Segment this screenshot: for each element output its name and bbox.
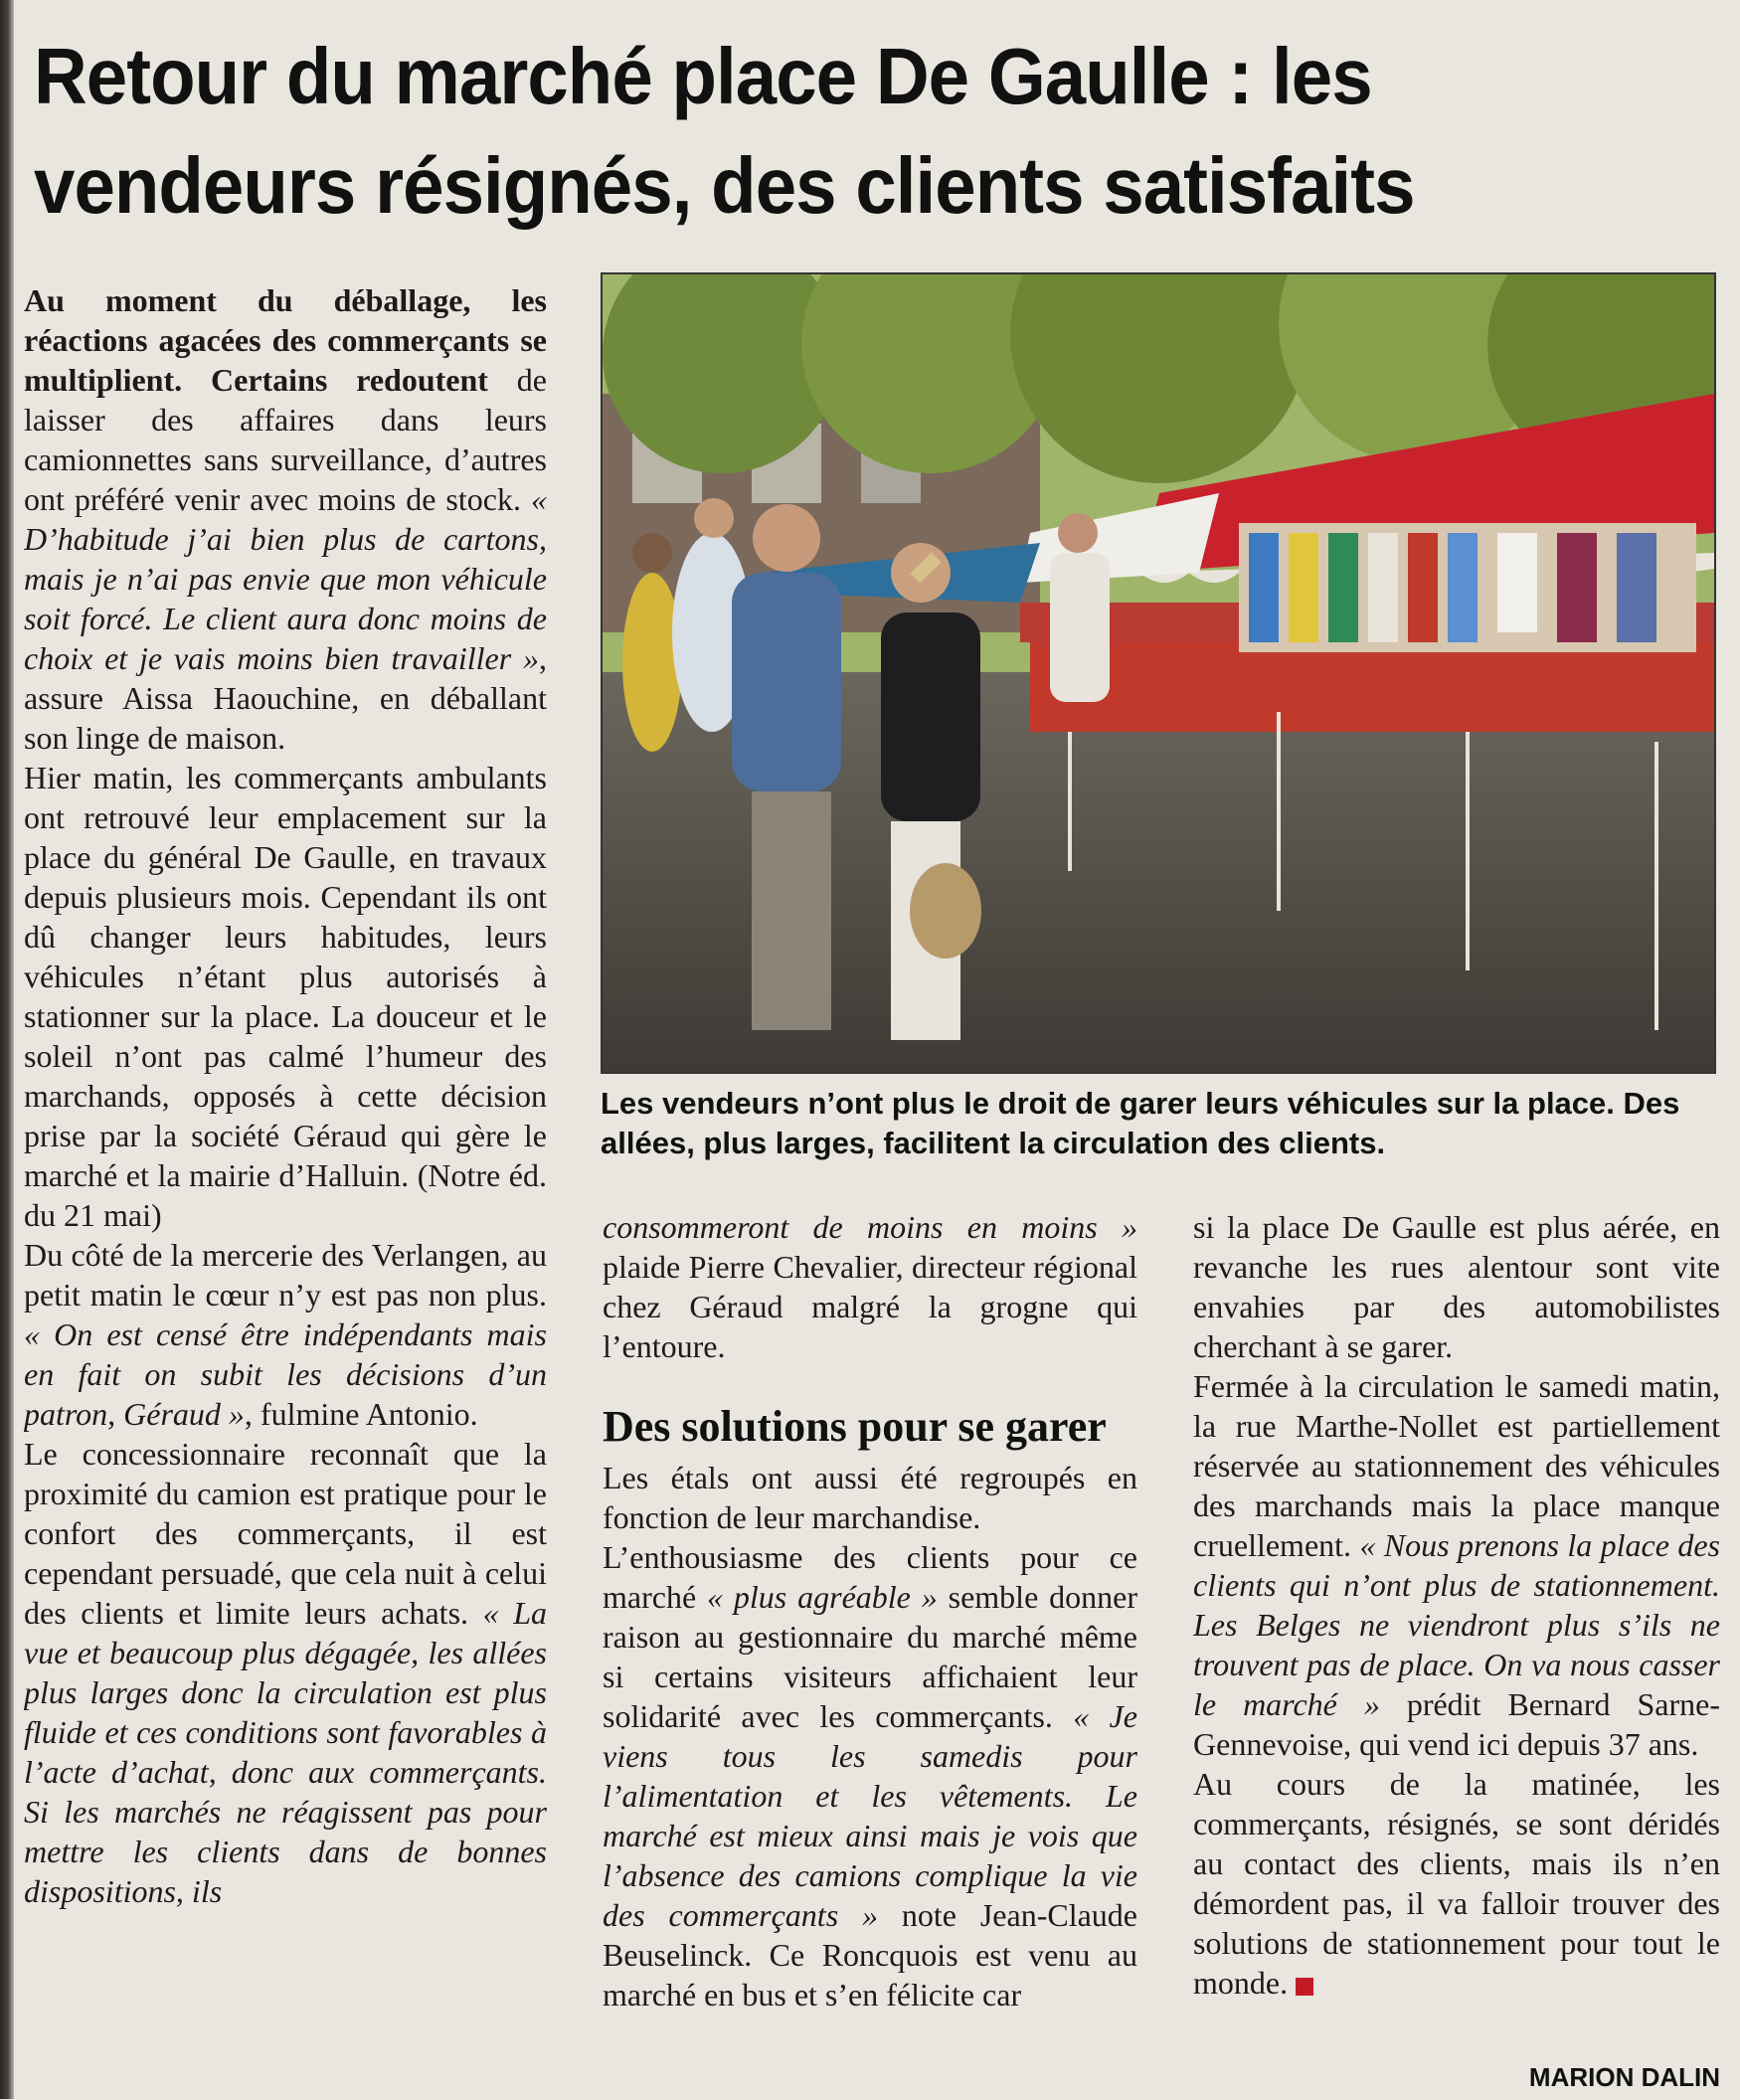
byline: MARION DALIN xyxy=(1528,2062,1720,2092)
paragraph xyxy=(603,1537,1137,2014)
paragraph xyxy=(24,280,547,758)
body-text: L’enthousiasme des clients pour ce marché xyxy=(603,1539,1137,1615)
quote-text: « La vue et beaucoup plus dégagée, les allées plus larges donc la circulation est plus fluide et ces conditions sont favorables à l’acte d’achat, donc aux commerçants. Si les marchés ne réagissent pas pour mettre les clients dans de bonnes dispositions, ils xyxy=(24,1595,547,1909)
body-text: Les étals ont aussi été regroupés en fonction de leur marchandise. xyxy=(603,1460,1137,1535)
body-text: Fermée à la circulation le samedi matin, la rue Marthe-Nollet est partiellement réservée au stationnement des véhicules des marchands mais la place manque cruellement. xyxy=(1193,1368,1720,1563)
quote-text: « D’habitude j’ai bien plus de cartons, mais je n’ai pas envie que mon véhicule soit forcé. Le client aura donc moins de choix et je vais moins bien travailler » xyxy=(24,481,547,676)
paragraph xyxy=(1193,1207,1720,1366)
lead-text: Au moment du déballage, les réactions agacées des commerçants se multiplient. Certains redoutent xyxy=(24,282,547,398)
body-text: Le concessionnaire reconnaît que la proximité du camion est pratique pour le confort des commerçants, il est cependant persuadé, que cela nuit à celui des clients et limite leurs achats. xyxy=(24,1436,547,1631)
quote-text: « plus agréable » xyxy=(707,1579,938,1615)
body-text: Du côté de la mercerie des Verlangen, au petit matin le cœur n’y est pas non plus. xyxy=(24,1237,547,1312)
paragraph xyxy=(24,1434,547,1911)
body-text: semble donner raison au gestionnaire du marché même si certains visiteurs affichaient leur solidarité avec les commerçants. xyxy=(603,1579,1137,1734)
paragraph xyxy=(24,758,547,1235)
body-text: prédit Bernard Sarne-Gennevoise, qui vend ici depuis 37 ans. xyxy=(1193,1686,1720,1762)
paragraph xyxy=(603,1207,1137,1366)
body-text: note Jean-Claude Beuselinck. Ce Roncquois est venu au marché en bus et s’en félicite car xyxy=(603,1897,1137,2012)
subheading: Des solutions pour se garer xyxy=(603,1402,1107,1451)
article-column-1 xyxy=(24,280,547,2100)
end-of-article-mark xyxy=(1296,1978,1313,1996)
market-photo xyxy=(601,272,1716,1074)
article-column-2 xyxy=(603,1207,1137,2099)
quote-text: « Nous prenons la place des clients qui n’ont plus de stationnement. Les Belges ne viendront plus s’ils ne trouvent pas de place. On va nous casser le marché » xyxy=(1193,1527,1720,1722)
body-text: de laisser des affaires dans leurs camionnettes sans surveillance, d’autres ont préféré venir avec moins de stock. xyxy=(24,362,547,517)
headline: Retour du marché place De Gaulle : les vendeurs résignés, des clients satisfaits xyxy=(34,32,1415,230)
paragraph xyxy=(603,1458,1137,1537)
paragraph xyxy=(1193,1764,1720,2003)
quote-text: « Je viens tous les samedis pour l’alimentation et les vêtements. Le marché est mieux ainsi mais je vois que l’absence des camions complique la vie des commerçants » xyxy=(603,1698,1137,1933)
paragraph xyxy=(24,1235,547,1434)
body-text: plaide Pierre Chevalier, directeur régional chez Géraud malgré la grogne qui l’entoure. xyxy=(603,1249,1137,1364)
body-text: , fulmine Antonio. xyxy=(244,1396,478,1432)
photo-caption: Les vendeurs n’ont plus le droit de garer leurs véhicules sur la place. Des allées, plus larges, facilitent la circulation des clients. xyxy=(601,1086,1680,1160)
body-text: si la place De Gaulle est plus aérée, en revanche les rues alentour sont vite envahies par des automobilistes cherchant à se garer. xyxy=(1193,1209,1720,1364)
quote-text: consommeront de moins en moins » xyxy=(603,1209,1137,1245)
quote-text: « On est censé être indépendants mais en fait on subit les décisions d’un patron, Géraud » xyxy=(24,1316,547,1432)
body-text: Au cours de la matinée, les commerçants, résignés, se sont déridés au contact des clients, mais ils n’en démordent pas, il va falloir trouver des solutions de stationnement pour tout le monde. xyxy=(1193,1766,1720,2001)
page-edge xyxy=(0,0,14,2099)
body-text: , assure Aissa Haouchine, en déballant son linge de maison. xyxy=(24,640,547,756)
body-text: Hier matin, les commerçants ambulants ont retrouvé leur emplacement sur la place du général De Gaulle, en travaux depuis plusieurs mois. Cependant ils ont dû changer leurs habitudes, leurs véhicules n’étant plus autorisés à stationner sur la place. La douceur et le soleil n’ont pas calmé l’humeur des marchands, opposés à cette décision prise par la société Géraud qui gère le marché et la mairie d’Halluin. (Notre éd. du 21 mai) xyxy=(24,760,547,1233)
paragraph xyxy=(1193,1366,1720,1764)
article-column-3 xyxy=(1193,1207,1720,2082)
